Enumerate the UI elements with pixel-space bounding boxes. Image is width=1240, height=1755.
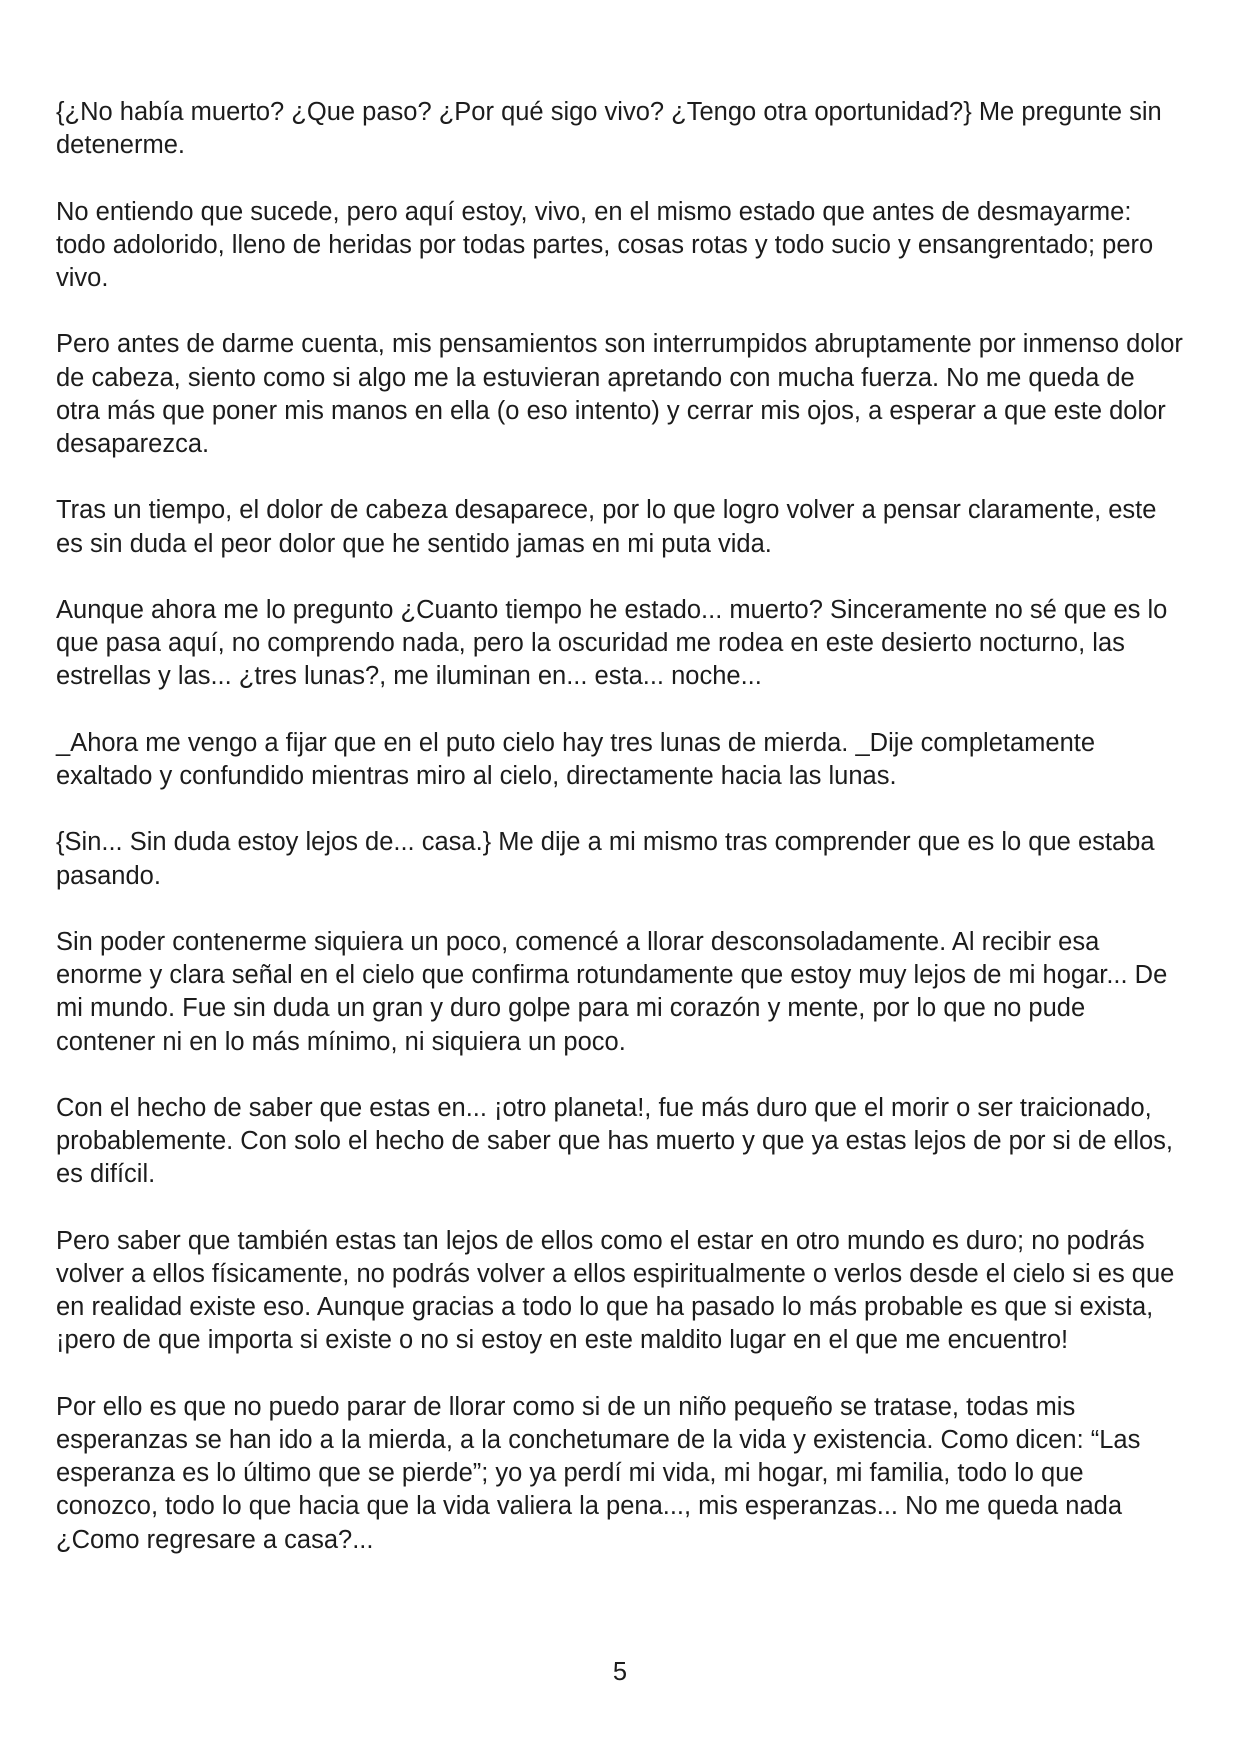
paragraph-1: {¿No había muerto? ¿Que paso? ¿Por qué sigo vivo? ¿Tengo otra oportunidad?} Me pregunte sin detenerme. bbox=[56, 98, 1162, 160]
paragraph-8: Sin poder contenerme siquiera un poco, comencé a llorar desconsoladamente. Al recibir esa enorme y clara señal en el cielo que confirma rotundamente que estoy muy lejos de mi hogar... De mi mundo. Fue sin duda un gran y duro golpe para mi corazón y mente, por lo que no pude contener ni en lo más mínimo, ni siquiera un poco. bbox=[56, 927, 1168, 1056]
page-number: 5 bbox=[612, 1658, 628, 1686]
page-body bbox=[56, 96, 1184, 1590]
paragraph-5: Aunque ahora me lo pregunto ¿Cuanto tiempo he estado... muerto? Sinceramente no sé que es lo que pasa aquí, no comprendo nada, pero la oscuridad me rodea en este desierto nocturno, las estrellas y las... ¿tres lunas?, me iluminan en... esta... noche... bbox=[56, 595, 1168, 691]
paragraph-2: No entiendo que sucede, pero aquí estoy, vivo, en el mismo estado que antes de desmayarme: todo adolorido, lleno de heridas por todas partes, cosas rotas y todo sucio y ensangrentado; pero vivo. bbox=[56, 197, 1154, 292]
paragraph-4: Tras un tiempo, el dolor de cabeza desaparece, por lo que logro volver a pensar claramente, este es sin duda el peor dolor que he sentido jamas en mi puta vida. bbox=[56, 496, 1157, 558]
paragraph-6: _Ahora me vengo a fijar que en el puto cielo hay tres lunas de mierda. _Dije completamente exaltado y confundido mientras miro al cielo, directamente hacia las lunas. bbox=[56, 728, 1096, 790]
paragraph-11: Por ello es que no puedo parar de llorar como si de un niño pequeño se tratase, todas mis esperanzas se han ido a la mierda, a la conchetumare de la vida y existencia. Como dicen: “Las esperanza es lo último que se pierde”; yo ya perdí mi vida, mi hogar, mi familia, todo lo que conozco, todo lo que hacia que la vida valiera la pena..., mis esperanzas... No me queda nada ¿Como regresare a casa?... bbox=[56, 1392, 1141, 1554]
paragraph-3: Pero antes de darme cuenta, mis pensamientos son interrumpidos abruptamente por inmenso dolor de cabeza, siento como si algo me la estuvieran apretando con mucha fuerza. No me queda de otra más que poner mis manos en ella (o eso intento) y cerrar mis ojos, a esperar a que este dolor desaparezca. bbox=[56, 330, 1183, 458]
paragraph-9: Con el hecho de saber que estas en... ¡otro planeta!, fue más duro que el morir o ser traicionado, probablemente. Con solo el hecho de saber que has muerto y que ya estas lejos de por si de ellos, es difícil. bbox=[56, 1093, 1174, 1189]
paragraph-10: Pero saber que también estas tan lejos de ellos como el estar en otro mundo es duro; no podrás volver a ellos físicamente, no podrás volver a ellos espiritualmente o verlos desde el cielo si es que en realidad existe eso. Aunque gracias a todo lo que ha pasado lo más probable es que si exista, ¡pero de que importa si existe o no si estoy en este maldito lugar en el que me encuentro! bbox=[56, 1226, 1175, 1355]
paragraph-7: {Sin... Sin duda estoy lejos de... casa.} Me dije a mi mismo tras comprender que es lo que estaba pasando. bbox=[56, 828, 1155, 890]
